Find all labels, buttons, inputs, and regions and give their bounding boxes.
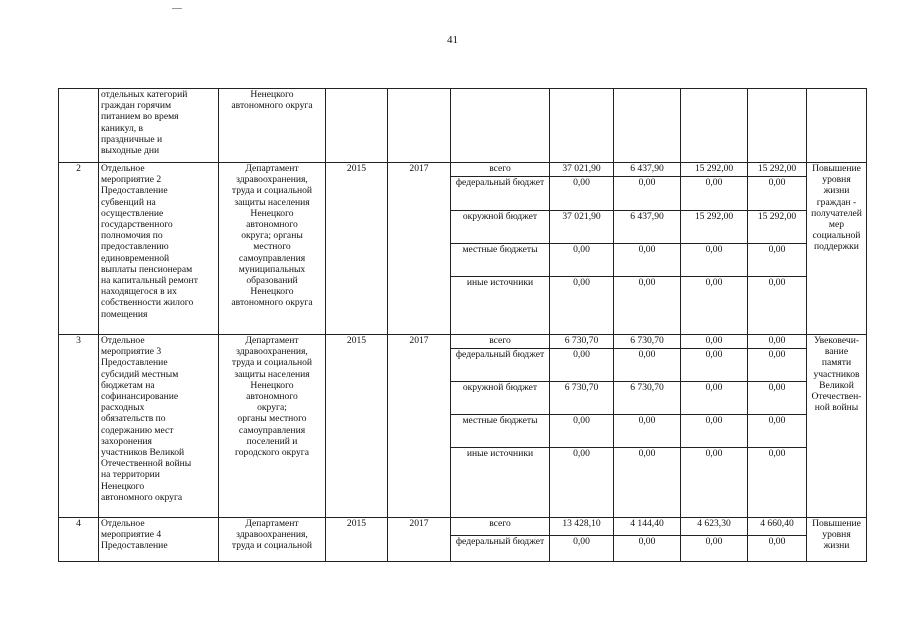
cell-expected-result xyxy=(807,518,867,562)
cell-funding-source: всего xyxy=(451,163,550,177)
cell-activity-name-line: единовременной xyxy=(101,252,170,264)
cell-activity-name-line: участников Великой xyxy=(101,447,185,459)
cell-activity-name xyxy=(99,335,219,518)
cell-executor-line: Ненецкого xyxy=(250,286,294,298)
cell-activity-name-line: мероприятие 4 xyxy=(101,529,162,541)
cell-executor-line: защиты населения xyxy=(234,368,310,380)
table-row xyxy=(59,163,867,177)
cell-expected-result-line: участников xyxy=(813,368,860,380)
cell-activity-name-line: осуществление xyxy=(101,207,164,219)
cell-year-2016: 0,00 xyxy=(681,448,748,518)
cell-activity-name-line: выходные дни xyxy=(101,145,160,157)
cell-year-2016: 0,00 xyxy=(681,335,748,349)
cell-executor-line: автономного округа xyxy=(231,100,313,112)
cell-executor-line: самоуправления xyxy=(238,252,306,264)
cell-expected-result-line: Увековечи- xyxy=(813,335,860,346)
cell-total: 0,00 xyxy=(550,536,614,562)
cell-number xyxy=(59,89,99,163)
cell-executor xyxy=(219,163,326,335)
cell-executor-line: органы местного xyxy=(237,413,307,425)
program-activities-table xyxy=(58,88,867,562)
cell-expected-result-line: социальной xyxy=(812,230,861,242)
cell-activity-name-line: Ненецкого xyxy=(101,480,145,492)
cell-year-2017: 0,00 xyxy=(748,536,807,562)
cell-executor-line: здравоохранения, xyxy=(236,174,308,186)
cell-total: 0,00 xyxy=(550,244,614,277)
cell-executor-line: округа; xyxy=(257,402,287,414)
cell-executor xyxy=(219,518,326,562)
cell-executor-line: труда и социальной xyxy=(231,357,313,369)
cell-activity-name xyxy=(99,89,219,163)
cell-start-year: 2015 xyxy=(326,518,388,562)
cell-funding-source: местные бюджеты xyxy=(451,244,550,277)
cell-activity-name-line: Отдельное xyxy=(101,518,145,529)
cell-activity-name-line: праздничные и xyxy=(101,133,163,145)
cell-total: 6 730,70 xyxy=(550,382,614,415)
cell-funding-source: федеральный бюджет xyxy=(451,177,550,211)
cell-executor-line: Департамент xyxy=(245,518,299,529)
cell-activity-name-line: граждан горячим xyxy=(101,100,172,112)
cell-year-2016: 0,00 xyxy=(681,277,748,335)
cell-year-2016: 0,00 xyxy=(681,536,748,562)
page-number: 41 xyxy=(447,34,458,46)
cell-activity-name-line: предоставлению xyxy=(101,241,169,253)
cell-year-2017: 0,00 xyxy=(748,335,807,349)
cell-executor-line: городского округа xyxy=(235,447,309,459)
cell-empty xyxy=(388,89,451,163)
cell-activity-name-line: полномочия по xyxy=(101,230,163,242)
cell-start-year: 2015 xyxy=(326,335,388,518)
cell-activity-name-line: захоронения xyxy=(101,435,152,447)
cell-year-2016: 15 292,00 xyxy=(681,211,748,244)
cell-total: 37 021,90 xyxy=(550,163,614,177)
cell-year-2015: 0,00 xyxy=(614,277,681,335)
cell-expected-result-line: получателей xyxy=(811,207,862,219)
cell-year-2017: 0,00 xyxy=(748,177,807,211)
cell-expected-result-line: граждан - xyxy=(816,196,857,208)
cell-expected-result-line: жизни xyxy=(823,540,850,552)
cell-expected-result-line: поддержки xyxy=(814,241,859,253)
cell-end-year: 2017 xyxy=(388,335,451,518)
cell-funding-source: местные бюджеты xyxy=(451,415,550,448)
cell-year-2015: 0,00 xyxy=(614,349,681,382)
cell-number: 4 xyxy=(59,518,99,562)
cell-year-2017: 0,00 xyxy=(748,415,807,448)
cell-empty xyxy=(614,89,681,163)
cell-expected-result-line: Отечествен- xyxy=(811,391,862,403)
cell-executor-line: образований xyxy=(246,275,298,287)
cell-activity-name-line: отдельных категорий xyxy=(101,89,188,100)
cell-year-2015: 0,00 xyxy=(614,244,681,277)
cell-activity-name-line: расходных xyxy=(101,402,145,414)
cell-end-year: 2017 xyxy=(388,518,451,562)
cell-activity-name-line: Отдельное xyxy=(101,163,145,174)
cell-empty xyxy=(748,89,807,163)
cell-funding-source: окружной бюджет xyxy=(451,382,550,415)
cell-executor-line: местного xyxy=(253,241,291,253)
cell-year-2016: 0,00 xyxy=(681,349,748,382)
cell-activity-name-line: содержанию мест xyxy=(101,424,174,436)
cell-total: 0,00 xyxy=(550,349,614,382)
cell-executor-line: труда и социальной xyxy=(231,540,313,552)
cell-year-2015: 0,00 xyxy=(614,536,681,562)
cell-activity-name-line: обязательств по xyxy=(101,413,166,425)
cell-executor-line: защиты населения xyxy=(234,196,310,208)
cell-total: 0,00 xyxy=(550,415,614,448)
cell-activity-name-line: мероприятие 3 xyxy=(101,346,162,358)
cell-executor-line: Ненецкого xyxy=(250,89,294,100)
cell-funding-source: окружной бюджет xyxy=(451,211,550,244)
cell-total: 13 428,10 xyxy=(550,518,614,536)
cell-year-2015: 6 437,90 xyxy=(614,211,681,244)
cell-expected-result-line: Великой xyxy=(819,379,854,391)
cell-activity-name-line: находящегося в их xyxy=(101,286,177,298)
cell-activity-name-line: Отдельное xyxy=(101,335,145,346)
cell-total: 0,00 xyxy=(550,177,614,211)
cell-total: 37 021,90 xyxy=(550,211,614,244)
cell-executor-line: здравоохранения, xyxy=(236,529,308,541)
cell-executor-line: муниципальных xyxy=(238,263,306,275)
cell-year-2015: 0,00 xyxy=(614,448,681,518)
cell-funding-source: всего xyxy=(451,335,550,349)
cell-activity-name-line: Предоставление xyxy=(101,540,168,552)
cell-expected-result-line: жизни xyxy=(823,185,850,197)
cell-activity-name-line: Отечественной войны xyxy=(101,458,192,470)
cell-year-2017: 15 292,00 xyxy=(748,211,807,244)
cell-expected-result-line: уровня xyxy=(822,174,851,186)
cell-year-2016: 4 623,30 xyxy=(681,518,748,536)
cell-executor-line: Департамент xyxy=(245,335,299,346)
cell-expected-result-line: памяти xyxy=(821,357,852,369)
cell-activity-name-line: субсидий местным xyxy=(101,368,179,380)
cell-expected-result-line: мер xyxy=(828,219,845,231)
cell-year-2017: 4 660,40 xyxy=(748,518,807,536)
cell-activity-name-line: софинансирование xyxy=(101,391,179,403)
cell-expected-result-line: ной войны xyxy=(814,402,859,414)
cell-activity-name-line: Предоставление xyxy=(101,185,168,197)
cell-activity-name-line: выплаты пенсионерам xyxy=(101,263,193,275)
cell-year-2016: 0,00 xyxy=(681,177,748,211)
cell-activity-name xyxy=(99,518,219,562)
cell-empty xyxy=(550,89,614,163)
cell-year-2016: 0,00 xyxy=(681,382,748,415)
cell-expected-result xyxy=(807,335,867,518)
cell-year-2017: 15 292,00 xyxy=(748,163,807,177)
cell-year-2016: 0,00 xyxy=(681,244,748,277)
cell-year-2017: 0,00 xyxy=(748,349,807,382)
cell-year-2017: 0,00 xyxy=(748,382,807,415)
cell-activity-name-line: на капитальный ремонт xyxy=(101,275,198,287)
cell-executor-line: автономного xyxy=(246,219,298,231)
cell-executor-line: автономного xyxy=(246,391,298,403)
table-row xyxy=(59,335,867,349)
cell-year-2015: 6 730,70 xyxy=(614,382,681,415)
cell-activity-name-line: питанием во время xyxy=(101,111,179,123)
cell-expected-result-line: вание xyxy=(824,346,849,358)
cell-funding-source: федеральный бюджет xyxy=(451,536,550,562)
cell-executor-line: округа; органы xyxy=(241,230,303,242)
cell-total: 6 730,70 xyxy=(550,335,614,349)
cell-executor xyxy=(219,335,326,518)
cell-year-2016: 15 292,00 xyxy=(681,163,748,177)
cell-activity-name-line: на территории xyxy=(101,469,160,481)
cell-empty xyxy=(807,89,867,163)
cell-funding-source: федеральный бюджет xyxy=(451,349,550,382)
cell-empty xyxy=(681,89,748,163)
cell-executor-line: Ненецкого xyxy=(250,207,294,219)
cell-total: 0,00 xyxy=(550,277,614,335)
cell-total: 0,00 xyxy=(550,448,614,518)
cell-year-2017: 0,00 xyxy=(748,244,807,277)
cell-funding-source: всего xyxy=(451,518,550,536)
cell-number: 2 xyxy=(59,163,99,335)
cell-year-2017: 0,00 xyxy=(748,448,807,518)
cell-expected-result-line: Повышение xyxy=(812,163,861,174)
cell-year-2015: 0,00 xyxy=(614,177,681,211)
cell-executor-line: Департамент xyxy=(245,163,299,174)
cell-activity-name xyxy=(99,163,219,335)
cell-executor-line: поселений и xyxy=(246,435,298,447)
cell-executor-line: труда и социальной xyxy=(231,185,313,197)
cell-activity-name-line: автономного округа xyxy=(101,491,183,503)
scan-mark xyxy=(172,8,182,9)
cell-empty xyxy=(451,89,550,163)
cell-activity-name-line: собственности жилого xyxy=(101,297,194,309)
cell-expected-result-line: уровня xyxy=(822,529,851,541)
cell-executor-line: автономного округа xyxy=(231,297,313,309)
cell-funding-source: иные источники xyxy=(451,448,550,518)
cell-year-2017: 0,00 xyxy=(748,277,807,335)
cell-expected-result-line: Повышение xyxy=(812,518,861,529)
cell-activity-name-line: мероприятие 2 xyxy=(101,174,162,186)
cell-empty xyxy=(326,89,388,163)
cell-activity-name-line: государственного xyxy=(101,219,173,231)
cell-year-2015: 6 437,90 xyxy=(614,163,681,177)
cell-executor-line: здравоохранения, xyxy=(236,346,308,358)
cell-year-2016: 0,00 xyxy=(681,415,748,448)
cell-activity-name-line: бюджетам на xyxy=(101,379,155,391)
cell-activity-name-line: Предоставление xyxy=(101,357,168,369)
cell-year-2015: 6 730,70 xyxy=(614,335,681,349)
cell-funding-source: иные источники xyxy=(451,277,550,335)
cell-year-2015: 0,00 xyxy=(614,415,681,448)
cell-executor xyxy=(219,89,326,163)
cell-activity-name-line: каникул, в xyxy=(101,122,144,134)
table-row xyxy=(59,518,867,536)
cell-expected-result xyxy=(807,163,867,335)
cell-number: 3 xyxy=(59,335,99,518)
cell-start-year: 2015 xyxy=(326,163,388,335)
cell-executor-line: Ненецкого xyxy=(250,379,294,391)
cell-end-year: 2017 xyxy=(388,163,451,335)
table-row-continuation xyxy=(59,89,867,163)
cell-executor-line: самоуправления xyxy=(238,424,306,436)
cell-activity-name-line: субвенций на xyxy=(101,196,156,208)
cell-year-2015: 4 144,40 xyxy=(614,518,681,536)
cell-activity-name-line: помещения xyxy=(101,308,148,320)
